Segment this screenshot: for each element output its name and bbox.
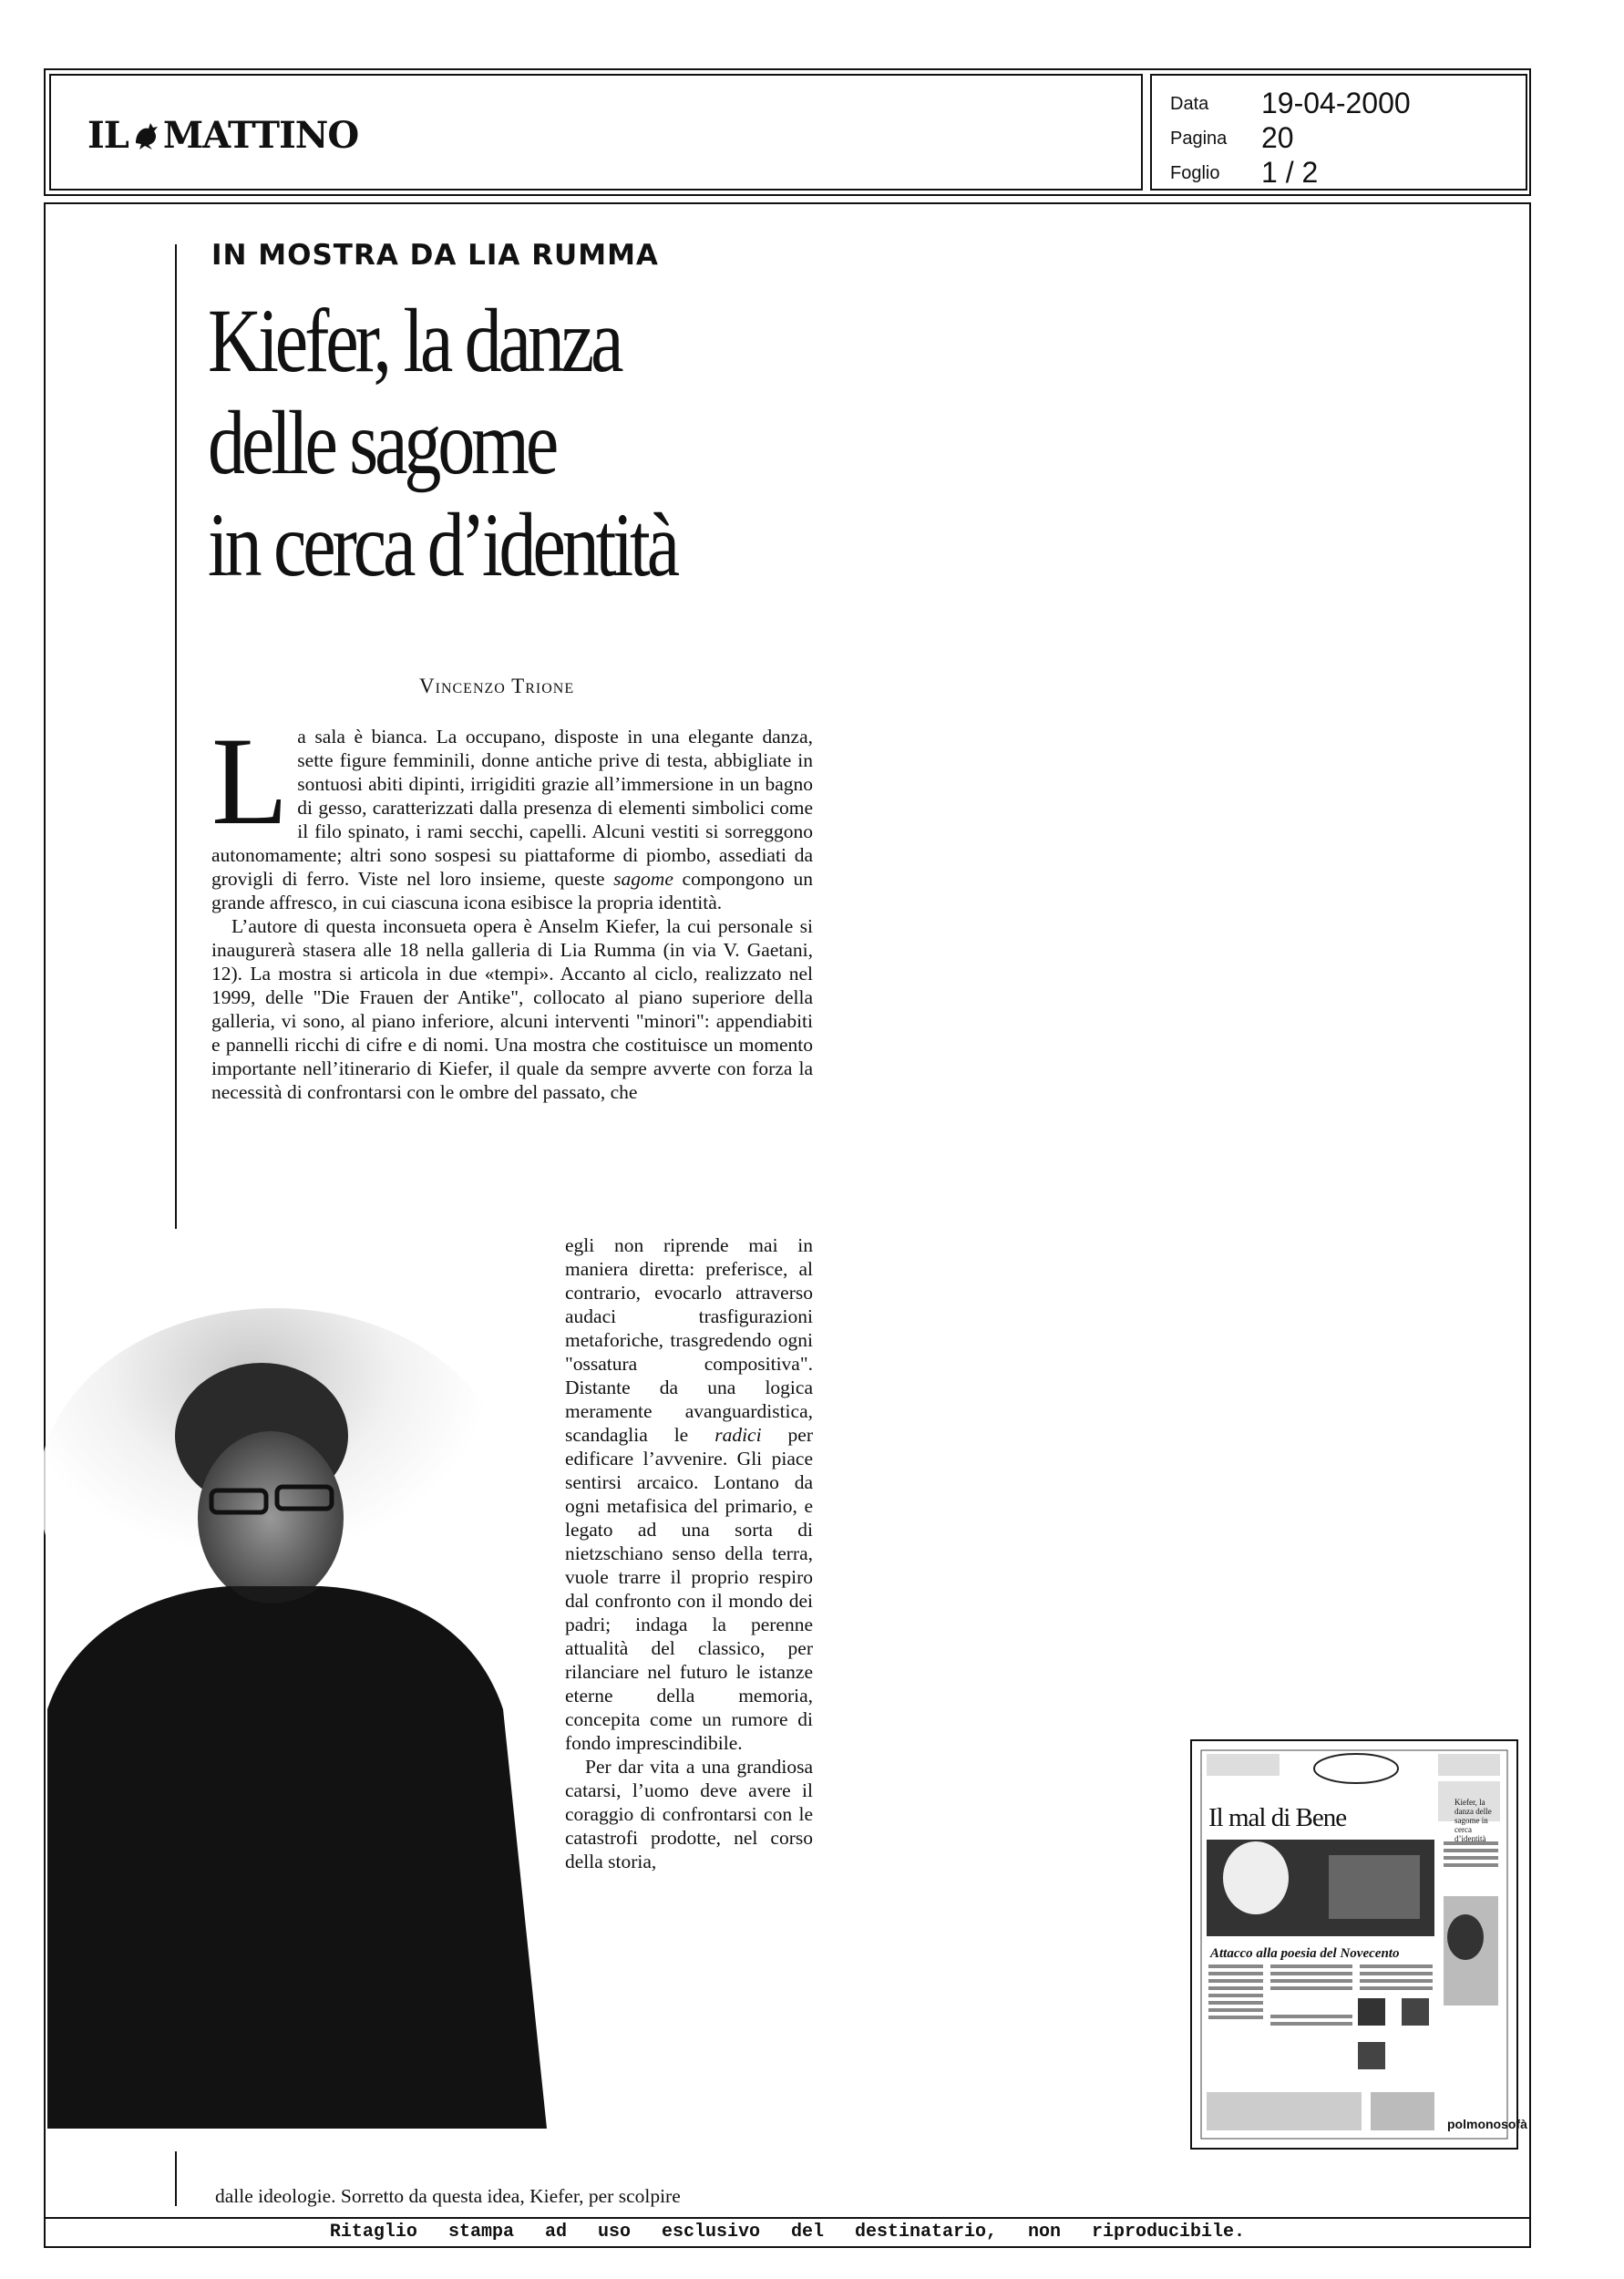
clipping-footer: Ritaglio stampa ad uso esclusivo del destinatario, non riproducibile.	[44, 2219, 1531, 2248]
thumbnail-title: Il mal di Bene	[1208, 1803, 1347, 1832]
metadata-box: Data 19-04-2000 Pagina 20 Foglio 1 / 2	[1150, 74, 1527, 191]
column-rule-bottom	[175, 2151, 177, 2206]
article-body	[211, 711, 813, 1104]
date-value: 19-04-2000	[1261, 87, 1411, 119]
page-value: 20	[1261, 121, 1294, 154]
clipping-header	[44, 68, 1531, 196]
thumbnail-bottom-label: polmonosofà	[1447, 2117, 1527, 2131]
thumbnail-article-title: Kiefer, la danza delle sagome in cerca d’identità	[1454, 1798, 1492, 1843]
rooster-icon	[130, 119, 161, 159]
narrow-paragraph: egli non riprende mai in maniera diretta: preferisce, al contrario, evocarlo attraverso audaci trasfigurazioni metaforiche, trasgredendo ogni "ossatura compositiva". Distante da una logica meramente avanguardistica, scandaglia le radici per edificare l’avvenire. Gli piace sentirsi arcaico. Lontano da ogni metafisica del primario, e legato ad una sorta di nietzschiano senso della terra, vuole trarre il proprio respiro dal confronto con il mondo dei padri; indaga la perenne attualità del classico, per rilanciare nel futuro le istanze eterne della memoria, concepita come un rumore di fondo imprescindibile.	[565, 1234, 813, 1754]
article-byline: Vincenzo Trione	[419, 675, 575, 697]
article-kicker: IN MOSTRA DA LIA RUMMA	[211, 239, 659, 272]
article-headline: Kiefer, la danza delle sagome in cerca d’identità	[208, 290, 676, 595]
sheet-value: 1 / 2	[1261, 156, 1319, 189]
intro-paragraph: a sala è bianca. La occupano, disposte in una elegante danza, sette figure femminili, donne antiche prive di testa, abbigliate in sontuosi abiti dipinti, irrigiditi grazie all’immersione in un bagno di gesso, caratterizzati dalla presenza di elementi simbolici come il filo spinato, i rami secchi, capelli. Alcuni vestiti si sorreggono autonomamente; altri sono sospesi su piattaforme di piombo, assediati da grovigli di ferro. Viste nel loro insieme, queste sagome compongono un grande affresco, in cui ciascuna icona esibisce la propria identità.	[211, 726, 813, 913]
second-paragraph: L’autore di questa inconsueta opera è Anselm Kiefer, la cui personale si inaugurerà stasera alle 18 nella galleria di Lia Rumma (in via V. Gaetani, 12). La mostra si articola in due «tempi». Accanto al ciclo, realizzato nel 1999, delle "Die Frauen der Antike", collocato al piano superiore della galleria, vi sono, al piano inferiore, alcuni interventi "minori": appendiabiti e pannelli ricchi di cifre e di nomi. Una mostra che costituisce un momento importante nell’itinerario di Kiefer, il quale da sempre avverte con forza la necessità di confrontarsi con le ombre del passato, che	[211, 915, 813, 1103]
column-rule-top	[175, 244, 177, 1229]
newspaper-logo: IL MATTINO	[87, 114, 359, 157]
thumbnail-subtitle: Attacco alla poesia del Novecento	[1210, 1946, 1400, 1961]
page-thumbnail	[1190, 1739, 1527, 2150]
artist-photo	[47, 1326, 547, 2129]
article-last-line: dalle ideologie. Sorretto da questa idea, Kiefer, per scolpire	[215, 2185, 681, 2207]
article-narrow-column	[565, 1233, 813, 1873]
masthead-box	[49, 74, 1143, 191]
narrow-paragraph-2: Per dar vita a una grandiosa catarsi, l’uomo deve avere il coraggio di confrontarsi con le catastrofi prodotte, nel corso della storia,	[565, 1756, 813, 1872]
drop-cap: L	[211, 711, 289, 851]
